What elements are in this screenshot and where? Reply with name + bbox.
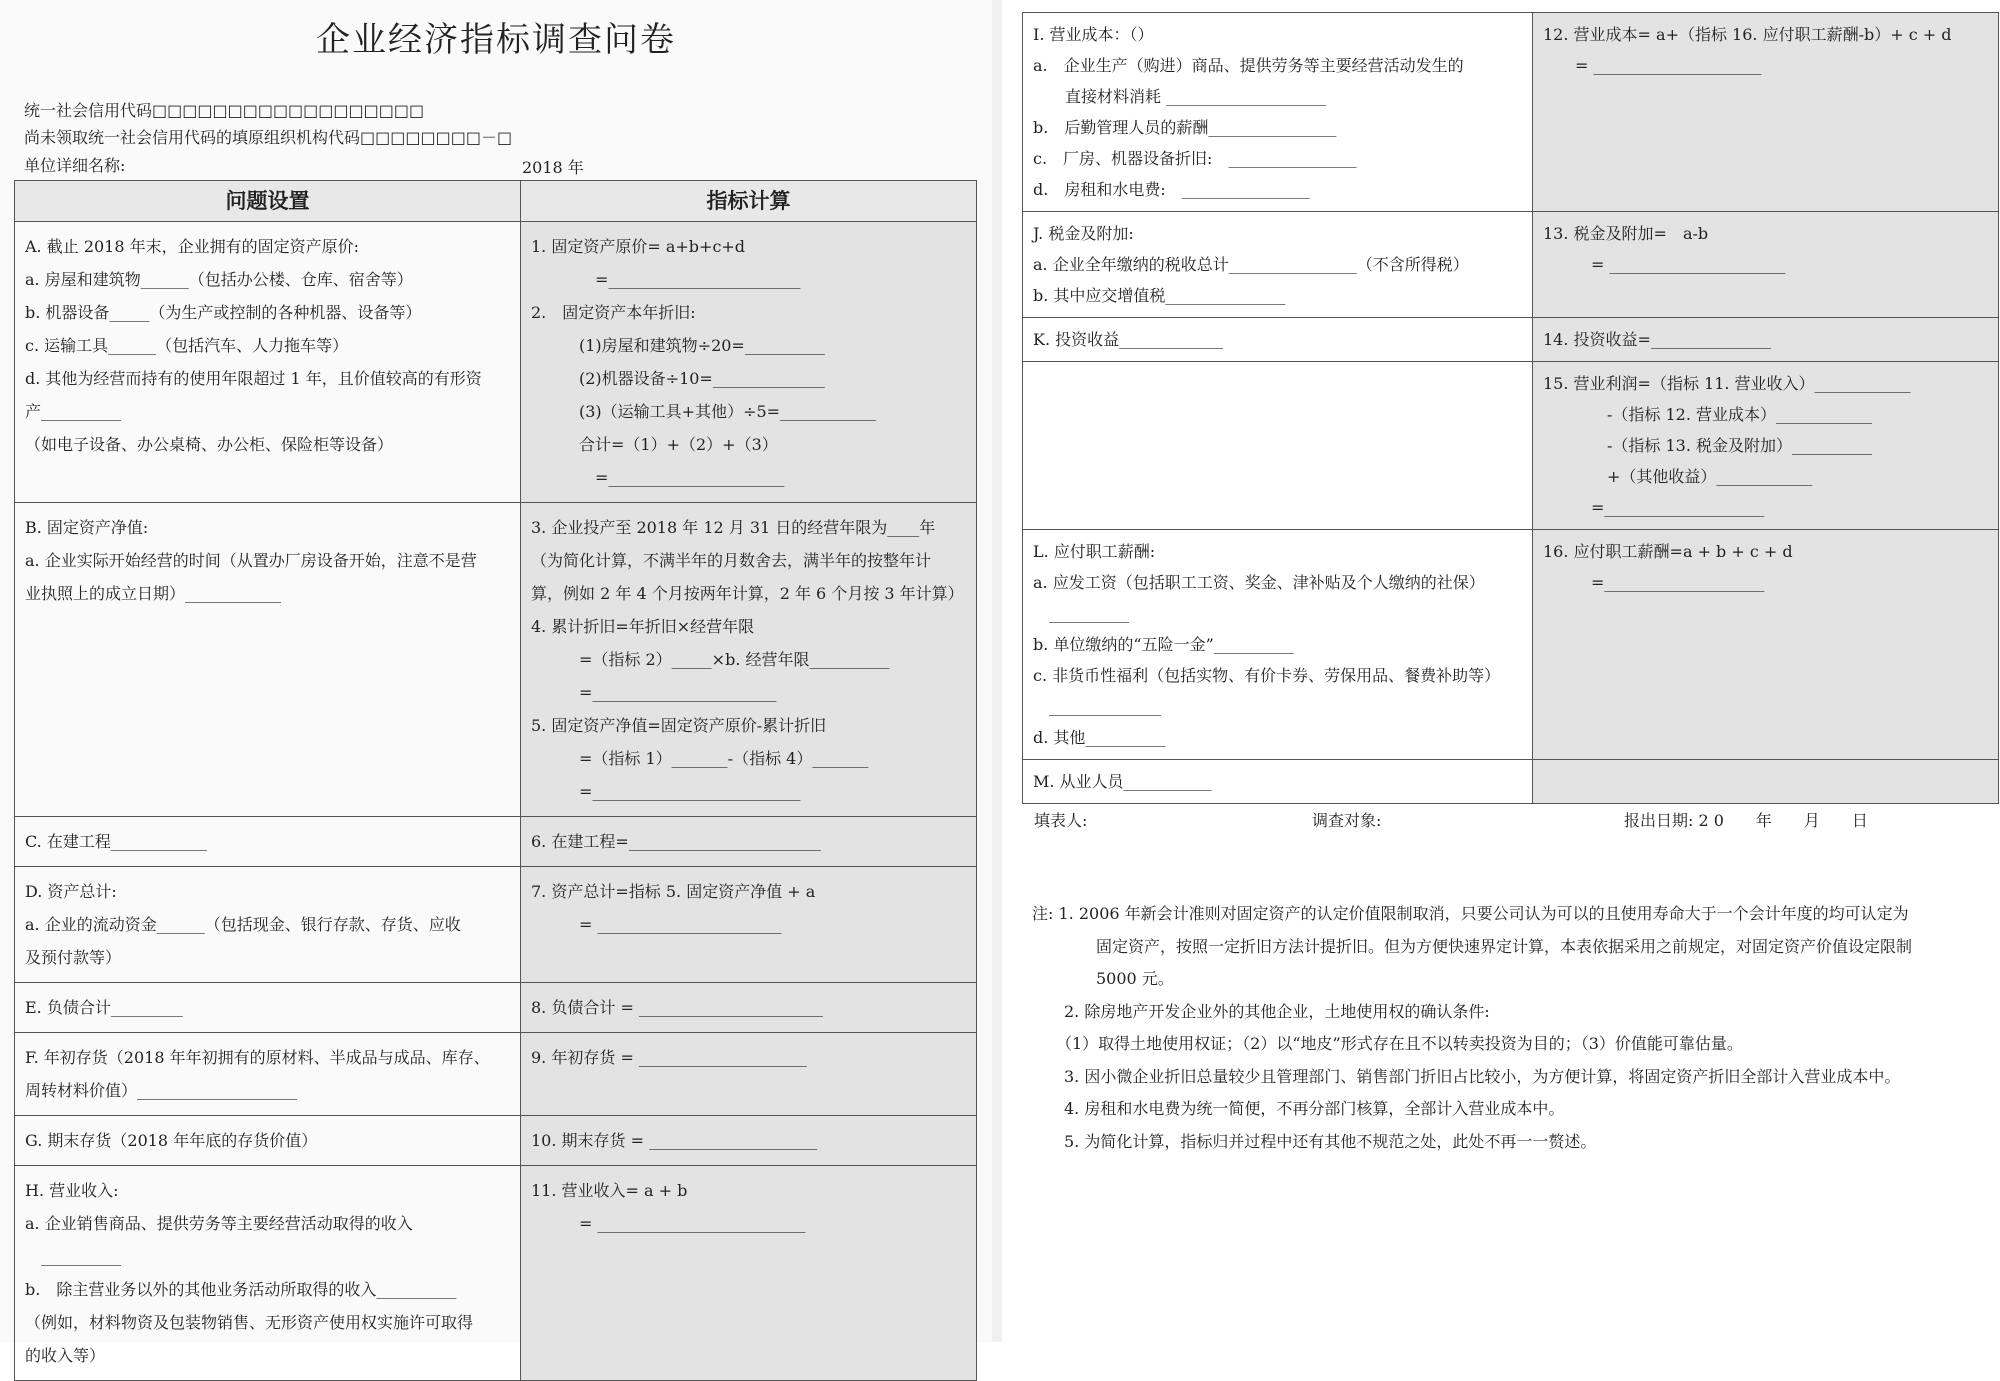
questionnaire-page-left [0,0,992,1365]
calc-line: =______________________ [531,468,785,487]
question-line: c. 运输工具______（包括汽车、人力拖车等） [25,336,349,355]
calc-line: = __________________________ [531,1214,806,1233]
indicator-row [15,1166,977,1381]
calc-line: -（指标 13. 税金及附加）__________ [1543,436,1873,455]
calc-cell [1533,13,1999,212]
indicator-row [1023,530,1999,760]
calc-line: 3. 企业投产至 2018 年 12 月 31 日的经营年限为____年 [531,518,936,537]
note-line: 3. 因小微企业折旧总量较少且管理部门、销售部门折旧占比较小，为方便计算，将固定资产折旧全部计入营业成本中。 [1032,1066,1901,1086]
question-cell [15,1166,521,1381]
calc-cell [521,503,977,817]
indicator-row [15,503,977,817]
question-line: a. 应发工资（包括职工工资、奖金、津补贴及个人缴纳的社保） [1033,573,1485,592]
question-line: d. 其他__________ [1033,728,1166,747]
calc-cell [1533,362,1999,530]
question-cell [1023,760,1533,804]
report-date-label: 报出日期: 2 0 年 月 日 [1624,811,1868,830]
question-line: 业执照上的成立日期）____________ [25,584,282,603]
question-cell [15,1033,521,1116]
calc-line: = ______________________ [1543,255,1786,274]
calc-line: =（指标 1）_______-（指标 4）_______ [531,749,869,768]
indicator-row [15,817,977,867]
indicator-row [15,1033,977,1116]
calc-line: （为简化计算，不满半年的月数舍去，满半年的按整年计 [531,551,932,570]
calc-cell [521,1033,977,1116]
question-line: H. 营业收入: [25,1181,119,1200]
calc-cell [1533,530,1999,760]
calc-line: 11. 营业收入= a + b [531,1181,688,1200]
calc-line: 14. 投资收益=_______________ [1543,330,1771,349]
question-line: 周转材料价值）____________________ [25,1081,298,1100]
calc-cell [521,867,977,983]
calc-line: 2. 固定资产本年折旧: [531,303,696,322]
question-line: J. 税金及附加: [1033,224,1134,243]
indicator-row [1023,760,1999,804]
question-line: d. 其他为经营而持有的使用年限超过 1 年，且价值较高的有形资 [25,369,482,388]
calc-cell [521,1166,977,1381]
calc-line: (2)机器设备÷10=______________ [531,369,825,388]
survey-subject-label: 调查对象: [1312,811,1382,830]
question-line: E. 负债合计_________ [25,998,183,1017]
calc-cell [1533,318,1999,362]
question-line: a. 企业实际开始经营的时间（从置办厂房设备开始，注意不是营 [25,551,477,570]
calc-line: 10. 期末存货 = _____________________ [531,1131,818,1150]
calc-cell [521,817,977,867]
indicator-row [1023,318,1999,362]
calc-column-header: 指标计算 [521,181,977,222]
calc-line: (1)房屋和建筑物÷20=__________ [531,336,825,355]
question-line: （如电子设备、办公桌椅、办公柜、保险柜等设备） [25,435,394,454]
question-line: A. 截止 2018 年末，企业拥有的固定资产原价: [25,237,360,256]
question-line: b. 后勤管理人员的薪酬________________ [1033,118,1337,137]
indicator-table-left [14,180,977,1381]
question-cell [15,503,521,817]
calc-line: 15. 营业利润=（指标 11. 营业收入）____________ [1543,374,1911,393]
question-cell [15,1116,521,1166]
calc-line: =____________________ [1543,498,1765,517]
calc-cell [1533,212,1999,318]
note-line: 5. 为简化计算，指标归并过程中还有其他不规范之处，此处不再一一赘述。 [1032,1131,1597,1151]
question-cell [1023,212,1533,318]
calc-cell [521,222,977,503]
page-title: 企业经济指标调查问卷 [316,20,676,60]
indicator-row [15,867,977,983]
calc-line: 12. 营业成本= a+（指标 16. 应付职工薪酬-b）+ c + d [1543,25,1952,44]
calc-line: =（指标 2）_____×b. 经营年限__________ [531,650,890,669]
note-line: 4. 房租和水电费为统一简便，不再分部门核算，全部计入营业成本中。 [1032,1099,1565,1118]
question-line: b. 其中应交增值税_______________ [1033,286,1286,305]
question-line: b. 机器设备_____（为生产或控制的各种机器、设备等） [25,303,422,322]
calc-line: =_______________________ [531,683,777,702]
note-line: 注: 1. 2006 年新会计准则对固定资产的认定价值限制取消，只要公司认为可以的且使用寿命大于一个会计年度的均可认定为 [1032,904,1909,923]
indicator-row [1023,13,1999,212]
calc-line: 7. 资产总计=指标 5. 固定资产净值 + a [531,882,816,901]
indicator-row [15,983,977,1033]
calc-line: = _______________________ [531,915,782,934]
question-column-header: 问题设置 [15,181,521,222]
question-line: D. 资产总计: [25,882,117,901]
question-line: 产__________ [25,402,122,421]
note-line: 2. 除房地产开发企业外的其他企业，土地使用权的确认条件: [1032,1001,1490,1021]
calc-line: 6. 在建工程=________________________ [531,832,821,851]
calc-line: 算，例如 2 年 4 个月按两年计算，2 年 6 个月按 3 年计算） [531,584,964,603]
note-line: 固定资产，按照一定折旧方法计提折旧。但为方便快速界定计算，本表依据采用之前规定，对固定资产价值设定限制 [1032,936,1913,956]
page-gap [992,0,1002,1342]
calc-line: 9. 年初存货 = _____________________ [531,1048,807,1067]
question-line: d. 房租和水电费: ________________ [1033,180,1310,199]
calc-line: =____________________ [1543,573,1765,592]
question-line: （例如，材料物资及包装物销售、无形资产使用权实施许可取得 [25,1313,474,1332]
calc-line: 13. 税金及附加= a-b [1543,224,1709,243]
question-line: c. 非货币性福利（包括实物、有价卡券、劳保用品、餐费补助等） [1033,666,1501,685]
question-line: a. 企业生产（购进）商品、提供劳务等主要经营活动发生的 [1033,56,1464,75]
indicator-row [15,222,977,503]
indicator-table-right [1022,12,1999,804]
credit-code-line: 统一社会信用代码□□□□□□□□□□□□□□□□□□ [24,101,425,120]
indicator-row [1023,212,1999,318]
question-line: c. 厂房、机器设备折旧: ________________ [1033,149,1357,168]
question-line: a. 企业全年缴纳的税收总计________________（不含所得税） [1033,255,1469,274]
question-line: C. 在建工程____________ [25,832,207,851]
filler-label: 填表人: [1034,811,1088,830]
calc-line: (3)（运输工具+其他）÷5=____________ [531,402,877,421]
question-cell [1023,318,1533,362]
calc-line: -（指标 12. 营业成本）____________ [1543,405,1873,424]
calc-line: 5. 固定资产净值=固定资产原价-累计折旧 [531,716,827,735]
question-cell [1023,13,1533,212]
org-code-line: 尚未领取统一社会信用代码的填原组织机构代码□□□□□□□□－□ [24,128,513,147]
calc-cell [521,1116,977,1166]
question-line: 及预付款等） [25,948,122,967]
question-cell [15,817,521,867]
question-cell [1023,530,1533,760]
calc-line: 16. 应付职工薪酬=a + b + c + d [1543,542,1793,561]
question-line: ______________ [1033,697,1162,716]
note-line: 5000 元。 [1032,969,1174,988]
calc-line: 1. 固定资产原价= a+b+c+d [531,237,746,256]
question-line: 直接材料消耗 ____________________ [1033,87,1327,106]
question-line: K. 投资收益_____________ [1033,330,1224,349]
calc-cell [1533,760,1999,804]
calc-cell [521,983,977,1033]
unit-name-line: 单位详细名称: [24,156,126,175]
question-line: 的收入等） [25,1346,106,1365]
question-line: b. 除主营业务以外的其他业务活动所取得的收入__________ [25,1280,457,1299]
calc-line: =__________________________ [531,782,801,801]
question-line: B. 固定资产净值: [25,518,149,537]
calc-line: +（其他收益）____________ [1543,467,1813,486]
question-cell [15,867,521,983]
question-line: I. 营业成本：（） [1033,25,1154,44]
notes-section [1032,898,1992,1158]
question-line: b. 单位缴纳的“五险一金”__________ [1033,635,1294,654]
question-line: a. 企业的流动资金______（包括现金、银行存款、存货、应收 [25,915,461,934]
calc-line: 4. 累计折旧=年折旧×经营年限 [531,617,755,636]
calc-line: = _____________________ [1543,56,1762,75]
question-cell [1023,362,1533,530]
note-line: （1）取得土地使用权证；（2）以“地皮”形式存在且不以转卖投资为目的；（3）价值能可靠估量。 [1032,1034,1743,1053]
question-line: __________ [25,1247,122,1266]
question-line: F. 年初存货（2018 年年初拥有的原材料、半成品与成品、库存、 [25,1048,490,1067]
question-line: a. 房屋和建筑物______（包括办公楼、仓库、宿舍等） [25,270,413,289]
question-line: __________ [1033,604,1130,623]
indicator-row [15,1116,977,1166]
survey-year: 2018 年 [522,158,584,177]
indicator-row [1023,362,1999,530]
question-line: M. 从业人员___________ [1033,772,1212,791]
question-cell [15,222,521,503]
calc-line: 合计=（1）+（2）+（3） [531,435,778,454]
question-cell [15,983,521,1033]
question-line: G. 期末存货（2018 年年底的存货价值） [25,1131,318,1150]
question-line: a. 企业销售商品、提供劳务等主要经营活动取得的收入 [25,1214,413,1233]
calc-line: 8. 负债合计 = _______________________ [531,998,823,1017]
question-line: L. 应付职工薪酬: [1033,542,1156,561]
questionnaire-page-right [1002,0,2000,1342]
calc-line: =________________________ [531,270,801,289]
